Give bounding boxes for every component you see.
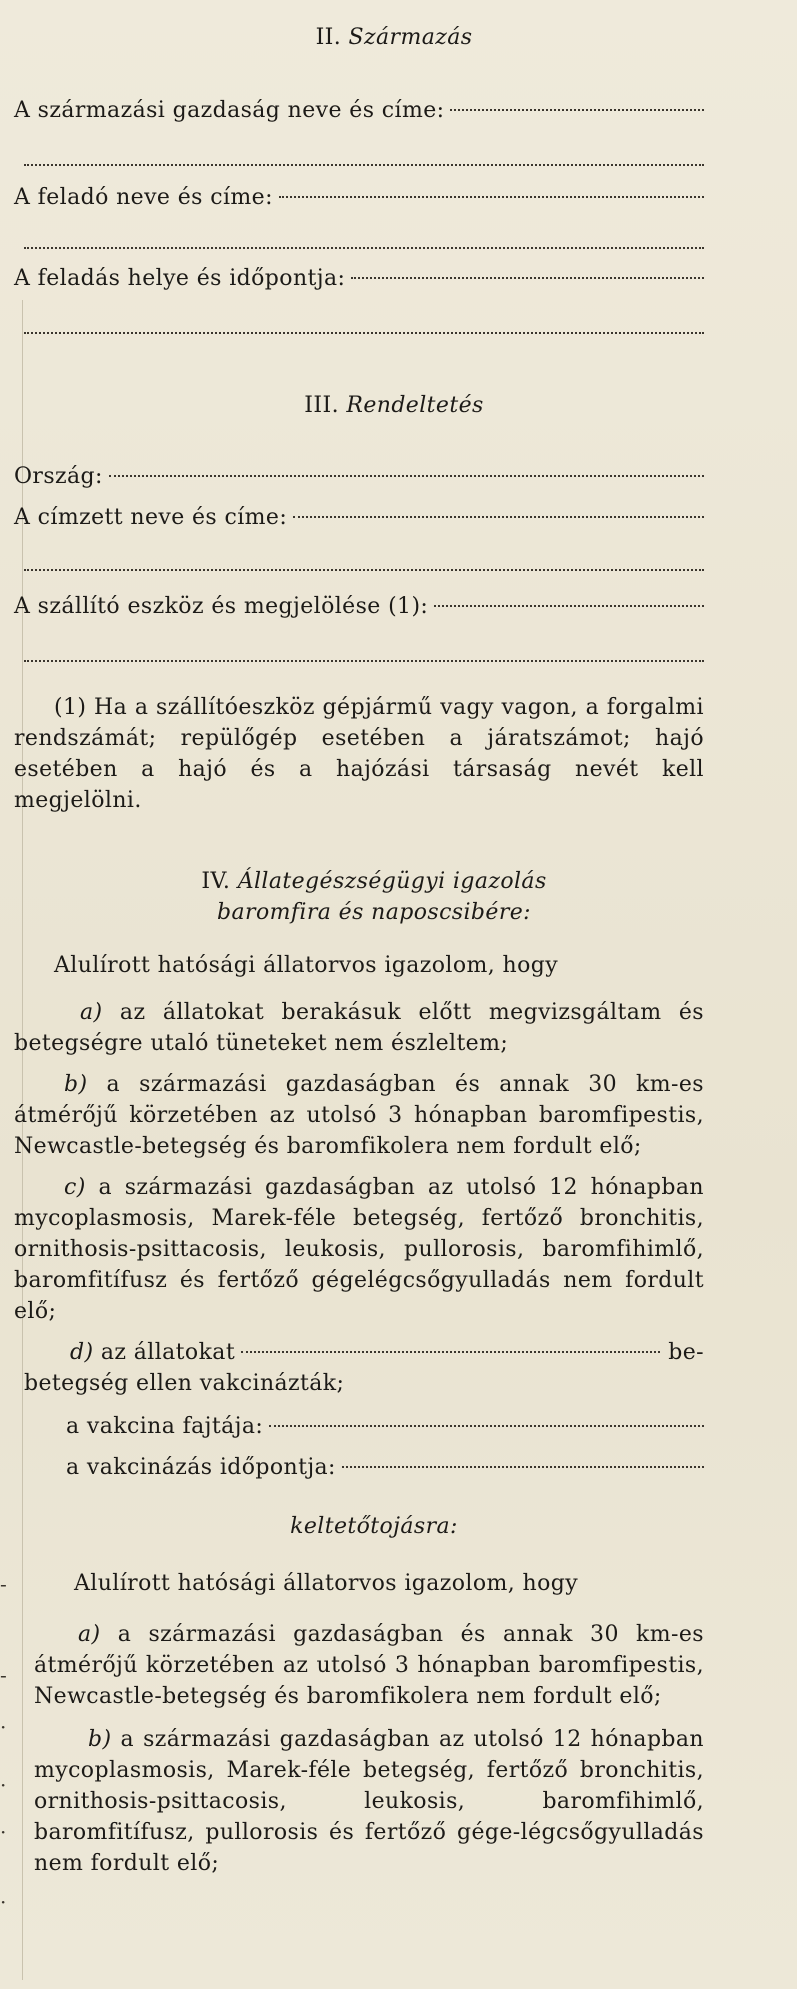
section-title: Állategészségügyi igazolás: [237, 869, 547, 894]
section-heading-origin: [14, 22, 774, 53]
item-text: az állatokat: [100, 1340, 236, 1365]
item-letter: a): [80, 1000, 103, 1025]
country-field: [14, 461, 774, 492]
section-heading-health: [14, 866, 734, 928]
margin-mark: -: [0, 1572, 7, 1596]
field-label: A származási gazdaság neve és címe:: [14, 98, 445, 123]
transport-field: [14, 591, 774, 622]
dispatch-field: [14, 263, 774, 294]
health-item-c: [14, 1172, 704, 1327]
fill-line: [269, 1425, 704, 1427]
origin-farm-field: [14, 95, 774, 126]
item-d-suffix: betegség ellen vakcinázták;: [24, 1371, 345, 1396]
section-number: III.: [304, 393, 339, 418]
margin-mark: ·: [0, 1715, 7, 1739]
vaccine-type-field: [14, 1411, 774, 1442]
fill-line: [24, 245, 704, 249]
health-intro: Alulírott hatósági állatorvos igazolom, hogy: [54, 953, 559, 978]
recipient-field: [14, 502, 774, 533]
field-label: A szállító eszköz és megjelölése (1):: [14, 594, 429, 619]
item-text: a származási gazdaságban és annak 30 km-es átmérőjű körzetében az utolsó 3 hónapban baromfipestis, Newcastle-betegség és baromfikolera nem fordult elő;: [34, 1622, 704, 1709]
section-number: II.: [315, 25, 342, 50]
field-label: A feladó neve és címe:: [14, 185, 273, 210]
item-letter: d): [70, 1340, 94, 1365]
fill-line: [434, 605, 704, 607]
sender-field: [14, 182, 774, 213]
item-d-line: [14, 1337, 704, 1368]
margin-mark: ·: [0, 1890, 7, 1914]
health-item-d: [14, 1337, 704, 1399]
fill-line: [351, 277, 704, 279]
section-heading-destination: [14, 390, 774, 421]
eggs-item-a: [14, 1619, 704, 1712]
item-letter: c): [64, 1175, 86, 1200]
item-text: az állatokat berakásuk előtt megvizsgáltam és betegségre utaló tüneteket nem észleltem;: [14, 1000, 704, 1056]
fill-line: [24, 330, 704, 334]
item-text: a származási gazdaságban az utolsó 12 hónapban mycoplasmosis, Marek-féle betegség, fertőző bronchitis, ornithosis-psittacosis, leukosis, baromfihimlő, baromfitífusz, pullorosis és fertőző gége-légcsőgyulladás nem fordult elő;: [34, 1727, 704, 1876]
fill-line: [109, 475, 704, 477]
health-item-a: [14, 997, 704, 1059]
footnote: (1) Ha a szállítóeszköz gépjármű vagy vagon, a forgalmi rendszámát; repülőgép esetében a járatszámot; hajó esetében a hajó és a hajózási társaság nevét kell megjelölni.: [14, 695, 704, 813]
item-letter: b): [88, 1727, 112, 1752]
section-title: Rendeltetés: [346, 393, 484, 418]
fill-line: [450, 109, 704, 111]
health-item-b: [14, 1069, 704, 1162]
field-label: A címzett neve és címe:: [14, 505, 288, 530]
eggs-intro: Alulírott hatósági állatorvos igazolom, hogy: [74, 1571, 579, 1596]
margin-mark: -: [0, 1663, 7, 1687]
fill-line: [24, 567, 704, 571]
item-d-suffix-start: be-: [668, 1340, 704, 1365]
margin-mark: ·: [0, 1773, 7, 1797]
margin-mark: ·: [0, 1820, 7, 1844]
vaccine-date-field: [14, 1452, 774, 1483]
fill-line: [293, 516, 704, 518]
document-content: [14, 0, 774, 1879]
fill-line: [241, 1351, 660, 1353]
eggs-item-b: [14, 1724, 704, 1879]
section-title: Származás: [348, 25, 473, 50]
item-letter: a): [78, 1622, 101, 1647]
section-subtitle: baromfira és naposcsibére:: [217, 900, 531, 925]
item-d-prefix: [14, 1337, 241, 1368]
fill-line: [24, 162, 704, 166]
section-number: IV.: [201, 869, 231, 894]
field-label: Ország:: [14, 464, 103, 489]
field-label: A feladás helye és időpontja:: [14, 266, 346, 291]
fill-line: [279, 196, 704, 198]
section-heading-eggs: keltetőtojásra:: [290, 1514, 458, 1539]
item-text: a származási gazdaságban az utolsó 12 hónapban mycoplasmosis, Marek-féle betegség, fertőző bronchitis, ornithosis-psittacosis, leukosis, pullorosis, baromfihimlő, baromfitífusz és fertőző gégelégcsőgyulladás nem fordult elő;: [14, 1175, 704, 1324]
item-letter: b): [64, 1072, 88, 1097]
field-label: a vakcina fajtája:: [66, 1414, 264, 1439]
field-label: a vakcinázás időpontja:: [66, 1455, 336, 1480]
fill-line: [24, 658, 704, 662]
item-text: a származási gazdaságban és annak 30 km-es átmérőjű körzetében az utolsó 3 hónapban baromfipestis, Newcastle-betegség és baromfikolera nem fordult elő;: [14, 1072, 704, 1159]
fill-line: [342, 1466, 704, 1468]
